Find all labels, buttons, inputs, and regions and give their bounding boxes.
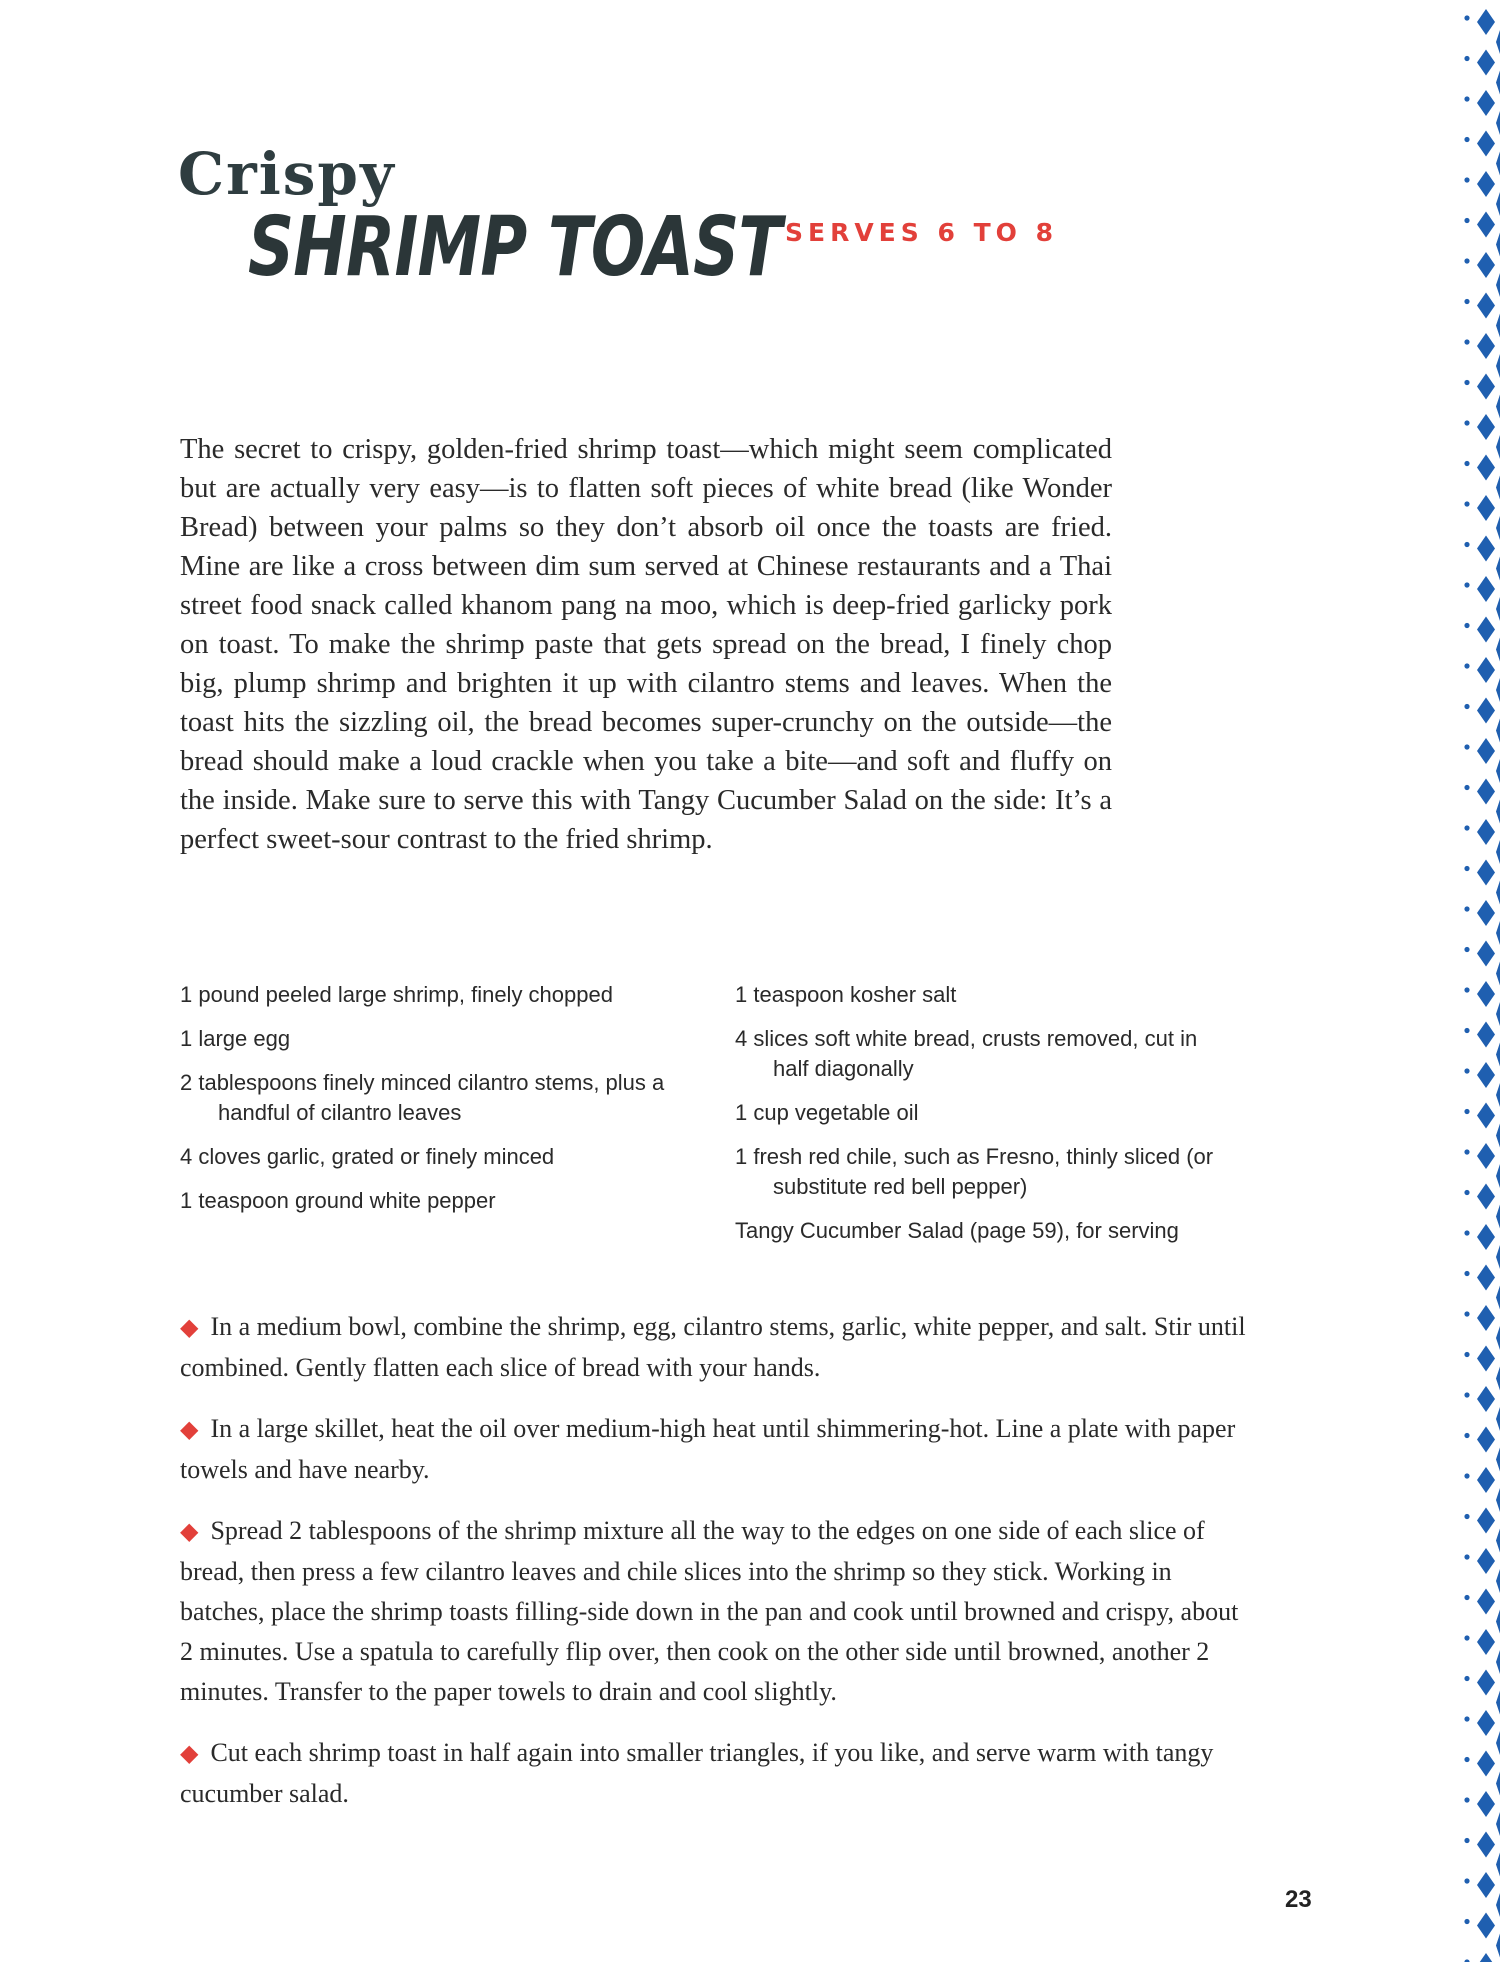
border-dot: [1464, 704, 1469, 709]
border-edge-diamond: [1496, 1326, 1500, 1350]
border-dot: [1464, 1392, 1469, 1397]
border-diamond: [1477, 1265, 1495, 1291]
method-step: [180, 1733, 1248, 1814]
method-step: [180, 1307, 1248, 1388]
border-diamond: [1477, 1589, 1495, 1615]
method-steps: [180, 1307, 1248, 1835]
border-edge-diamond: [1496, 759, 1500, 783]
border-diamond: [1477, 90, 1495, 116]
method-step-text: Spread 2 tablespoons of the shrimp mixture all the way to the edges on one side of each slice of bread, then press a few cilantro leaves and chile slices into the shrimp so they stick. Working in batches, place the shrimp toasts filling-side down in the pan and cook until browned and crispy, about 2 minutes. Use a spatula to carefully flip over, then cook on the other side until browned, another 2 minutes. Transfer to the paper towels to drain and cool slightly.: [180, 1516, 1239, 1706]
border-edge-diamond: [1496, 1731, 1500, 1755]
red-diamond-icon: ◆: [180, 1741, 199, 1767]
border-diamond: [1477, 1953, 1495, 1962]
border-dot: [1464, 1149, 1469, 1154]
serves-label: SERVES 6 TO 8: [785, 218, 1058, 247]
page-number: 23: [1285, 1886, 1312, 1913]
border-edge-diamond: [1496, 1407, 1500, 1431]
border-dot: [1464, 299, 1469, 304]
border-edge-diamond: [1496, 800, 1500, 824]
border-edge-diamond: [1496, 1772, 1500, 1796]
border-diamond: [1477, 941, 1495, 967]
border-diamond: [1477, 1508, 1495, 1534]
border-diamond: [1477, 617, 1495, 643]
border-dot: [1464, 177, 1469, 182]
border-diamond: [1477, 333, 1495, 359]
border-edge-diamond: [1496, 1286, 1500, 1310]
border-diamond: [1477, 1062, 1495, 1088]
border-dot: [1464, 1068, 1469, 1073]
border-dot: [1464, 1109, 1469, 1114]
border-edge-diamond: [1496, 152, 1500, 176]
border-dot: [1464, 582, 1469, 587]
border-edge-diamond: [1496, 1245, 1500, 1269]
border-edge-diamond: [1496, 111, 1500, 135]
border-diamond: [1477, 1386, 1495, 1412]
border-diamond: [1477, 1467, 1495, 1493]
ingredient-item: 2 tablespoons finely minced cilantro stems, plus a handful of cilantro leaves: [180, 1070, 665, 1125]
ingredient-item: 1 cup vegetable oil: [735, 1100, 919, 1125]
border-diamond: [1477, 819, 1495, 845]
border-edge-diamond: [1496, 1083, 1500, 1107]
border-edge-diamond: [1496, 1812, 1500, 1836]
border-diamond: [1477, 738, 1495, 764]
border-edge-diamond: [1496, 233, 1500, 257]
border-dot: [1464, 866, 1469, 871]
border-diamond: [1477, 1022, 1495, 1048]
ingredient-item: 1 teaspoon kosher salt: [735, 982, 957, 1007]
border-edge-diamond: [1496, 1650, 1500, 1674]
border-edge-diamond: [1496, 1691, 1500, 1715]
border-dot: [1464, 825, 1469, 830]
border-edge-diamond: [1496, 192, 1500, 216]
method-step-text: Cut each shrimp toast in half again into smaller triangles, if you like, and serve warm with tangy cucumber salad.: [180, 1738, 1214, 1808]
border-edge-diamond: [1496, 557, 1500, 581]
intro-paragraph: The secret to crispy, golden-fried shrimp toast—which might seem complicated but are actually very easy—is to flatten soft pieces of white bread (like Wonder Bread) between your palms so they don’t absorb oil once the toasts are fried. Mine are like a cross between dim sum served at Chinese restaurants and a Thai street food snack called khanom pang na moo, which is deep-fried garlicky pork on toast. To make the shrimp paste that gets spread on the bread, I finely chop big, plump shrimp and brighten it up with cilantro stems and leaves. When the toast hits the sizzling oil, the bread becomes super-crunchy on the outside—the bread should make a loud crackle when you take a bite—and soft and fluffy on the inside. Make sure to serve this with Tangy Cucumber Salad on the side: It’s a perfect sweet-sour contrast to the fried shrimp.: [180, 434, 1112, 855]
border-diamond: [1477, 1346, 1495, 1372]
border-edge-diamond: [1496, 395, 1500, 419]
border-edge-diamond: [1496, 678, 1500, 702]
border-diamond: [1477, 1629, 1495, 1655]
ingredient-item: Tangy Cucumber Salad (page 59), for serving: [735, 1218, 1179, 1243]
border-dot: [1464, 1757, 1469, 1762]
border-diamond: [1477, 1184, 1495, 1210]
border-diamond: [1477, 9, 1495, 35]
border-dot: [1464, 1271, 1469, 1276]
border-edge-diamond: [1496, 1853, 1500, 1877]
border-dot: [1464, 1311, 1469, 1316]
border-edge-diamond: [1496, 435, 1500, 459]
border-dot: [1464, 785, 1469, 790]
border-diamond: [1477, 1224, 1495, 1250]
border-edge-diamond: [1496, 1529, 1500, 1553]
border-dot: [1464, 1595, 1469, 1600]
border-edge-diamond: [1496, 1893, 1500, 1917]
border-dot: [1464, 623, 1469, 628]
border-edge-diamond: [1496, 516, 1500, 540]
ingredients-right-column: [735, 980, 1235, 1260]
border-dot: [1464, 1514, 1469, 1519]
border-edge-diamond: [1496, 30, 1500, 54]
ingredient-item: 1 teaspoon ground white pepper: [180, 1188, 496, 1213]
border-dot: [1464, 1716, 1469, 1721]
border-edge-diamond: [1496, 1569, 1500, 1593]
border-dot: [1464, 1473, 1469, 1478]
border-dot: [1464, 339, 1469, 344]
border-dot: [1464, 1878, 1469, 1883]
border-dot: [1464, 258, 1469, 263]
border-dot: [1464, 1028, 1469, 1033]
border-dot: [1464, 744, 1469, 749]
border-edge-diamond: [1496, 1448, 1500, 1472]
border-dot: [1464, 137, 1469, 142]
border-diamond: [1477, 1305, 1495, 1331]
border-diamond: [1477, 536, 1495, 562]
border-dot: [1464, 987, 1469, 992]
border-edge-diamond: [1496, 1934, 1500, 1958]
border-diamond: [1477, 1751, 1495, 1777]
border-edge-diamond: [1496, 840, 1500, 864]
border-dot: [1464, 1676, 1469, 1681]
method-step-text: In a large skillet, heat the oil over medium-high heat until shimmering-hot. Line a plate with paper towels and have nearby.: [180, 1414, 1236, 1484]
border-dot: [1464, 906, 1469, 911]
ingredient-item: 1 large egg: [180, 1026, 291, 1051]
ingredient-item: 4 slices soft white bread, crusts removed, cut in half diagonally: [735, 1026, 1198, 1081]
border-edge-diamond: [1496, 71, 1500, 95]
border-edge-diamond: [1496, 638, 1500, 662]
border-diamond: [1477, 374, 1495, 400]
method-step: [180, 1511, 1248, 1712]
border-edge-diamond: [1496, 881, 1500, 905]
border-diamond: [1477, 1872, 1495, 1898]
border-dot: [1464, 218, 1469, 223]
border-diamond: [1477, 50, 1495, 76]
border-diamond: [1477, 495, 1495, 521]
border-diamond: [1477, 860, 1495, 886]
border-dot: [1464, 420, 1469, 425]
border-dot: [1464, 15, 1469, 20]
border-diamond: [1477, 1670, 1495, 1696]
border-dot: [1464, 542, 1469, 547]
border-diamond: [1477, 414, 1495, 440]
border-diamond: [1477, 171, 1495, 197]
border-edge-diamond: [1496, 1124, 1500, 1148]
border-edge-diamond: [1496, 719, 1500, 743]
border-diamond: [1477, 1427, 1495, 1453]
border-dot: [1464, 1919, 1469, 1924]
border-diamond: [1477, 131, 1495, 157]
border-edge-diamond: [1496, 1488, 1500, 1512]
border-edge-diamond: [1496, 1367, 1500, 1391]
border-edge-diamond: [1496, 273, 1500, 297]
border-diamond: [1477, 1103, 1495, 1129]
border-dot: [1464, 501, 1469, 506]
border-edge-diamond: [1496, 597, 1500, 621]
border-dot: [1464, 380, 1469, 385]
blue-diamond-border-pattern: [1452, 0, 1500, 1962]
border-dot: [1464, 461, 1469, 466]
border-dot: [1464, 1554, 1469, 1559]
border-diamond: [1477, 900, 1495, 926]
border-edge-diamond: [1496, 1043, 1500, 1067]
red-diamond-icon: ◆: [180, 1315, 199, 1341]
border-diamond: [1477, 1832, 1495, 1858]
border-dot: [1464, 1190, 1469, 1195]
title-line-crispy: Crispy: [178, 140, 396, 208]
ingredient-item: 1 pound peeled large shrimp, finely chopped: [180, 982, 613, 1007]
border-dot: [1464, 96, 1469, 101]
ingredient-item: 4 cloves garlic, grated or finely minced: [180, 1144, 555, 1169]
method-step: [180, 1409, 1248, 1490]
border-dot: [1464, 1797, 1469, 1802]
border-diamond: [1477, 1791, 1495, 1817]
border-edge-diamond: [1496, 354, 1500, 378]
border-diamond: [1477, 1710, 1495, 1736]
border-dot: [1464, 56, 1469, 61]
border-diamond: [1477, 698, 1495, 724]
border-dot: [1464, 947, 1469, 952]
border-diamond: [1477, 293, 1495, 319]
border-edge-diamond: [1496, 1002, 1500, 1026]
border-edge-diamond: [1496, 476, 1500, 500]
border-dot: [1464, 663, 1469, 668]
red-diamond-icon: ◆: [180, 1519, 199, 1545]
title-line-shrimp-toast: SHRIMP TOAST: [248, 200, 782, 295]
border-dot: [1464, 1352, 1469, 1357]
red-diamond-icon: ◆: [180, 1417, 199, 1443]
border-dot: [1464, 1838, 1469, 1843]
border-dot: [1464, 1230, 1469, 1235]
border-dot: [1464, 1433, 1469, 1438]
border-diamond: [1477, 1143, 1495, 1169]
border-edge-diamond: [1496, 962, 1500, 986]
border-diamond: [1477, 981, 1495, 1007]
border-diamond: [1477, 657, 1495, 683]
ingredient-item: 1 fresh red chile, such as Fresno, thinly sliced (or substitute red bell pepper): [735, 1144, 1214, 1199]
border-dot: [1464, 1635, 1469, 1640]
border-diamond: [1477, 212, 1495, 238]
ingredients-left-column: [180, 980, 690, 1230]
border-diamond: [1477, 252, 1495, 278]
border-diamond: [1477, 576, 1495, 602]
method-step-text: In a medium bowl, combine the shrimp, egg, cilantro stems, garlic, white pepper, and salt. Stir until combined. Gently flatten each slice of bread with your hands.: [180, 1312, 1246, 1382]
border-edge-diamond: [1496, 1164, 1500, 1188]
border-edge-diamond: [1496, 921, 1500, 945]
border-diamond: [1477, 1913, 1495, 1939]
border-diamond: [1477, 1548, 1495, 1574]
border-edge-diamond: [1496, 1610, 1500, 1634]
border-edge-diamond: [1496, 314, 1500, 338]
border-diamond: [1477, 455, 1495, 481]
border-edge-diamond: [1496, 1205, 1500, 1229]
border-diamond: [1477, 779, 1495, 805]
